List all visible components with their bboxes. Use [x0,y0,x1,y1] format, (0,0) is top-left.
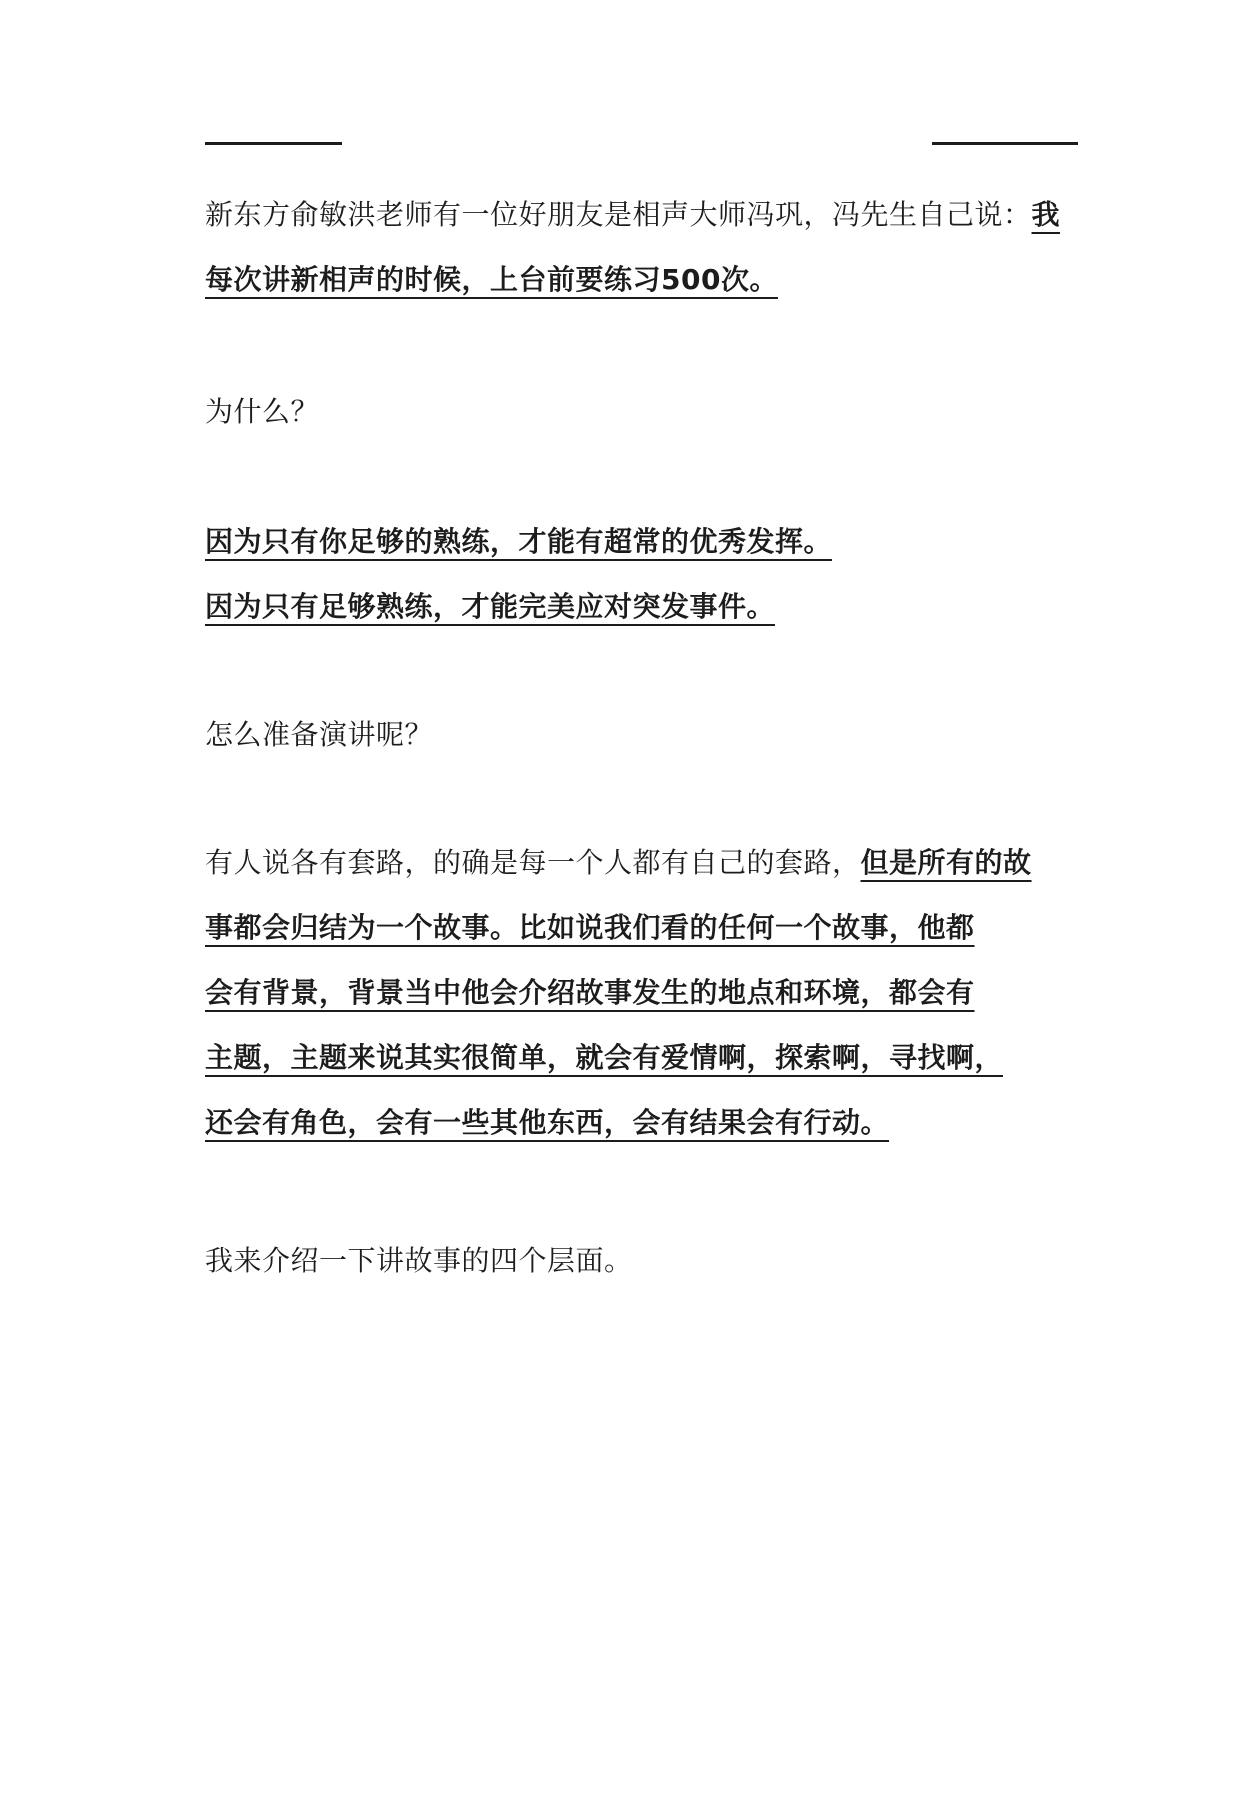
reason-2-text: 因为只有足够熟练，才能完美应对突发事件。 [205,590,776,623]
intro-line-1-plain: 新东方俞敏洪老师有一位好朋友是相声大师冯巩，冯先生自己说： [205,198,1032,231]
reason-1-text: 因为只有你足够的熟练，才能有超常的优秀发挥。 [205,525,833,558]
intro-line-2 [205,247,1085,312]
closing-text: 我来介绍一下讲故事的四个层面。 [205,1244,633,1277]
how-question-text: 怎么准备演讲呢？ [205,718,434,751]
why-question-text: 为什么？ [205,395,320,428]
header-rule-right [932,142,1078,145]
reasons-paragraph [205,509,1085,639]
story-line-5 [205,1090,1085,1155]
why-question [205,379,1085,444]
story-line-3-emphasis: 会有背景，背景当中他会介绍故事发生的地点和环境，都会有 [205,976,975,1009]
intro-line-1 [205,182,1085,247]
story-line-1-emphasis: 但是所有的故 [860,846,1032,879]
reason-line-1 [205,509,1085,574]
story-line-2-emphasis: 事都会归结为一个故事。比如说我们看的任何一个故事，他都 [205,911,975,944]
reason-line-2 [205,574,1085,639]
story-line-1-plain: 有人说各有套路，的确是每一个人都有自己的套路， [205,846,861,879]
story-paragraph [205,830,1085,1155]
header-rule-left [205,142,342,145]
how-question [205,702,1085,767]
closing-paragraph [205,1228,1085,1293]
story-line-3 [205,960,1085,1025]
intro-paragraph [205,182,1085,312]
story-line-2 [205,895,1085,960]
story-line-5-emphasis: 还会有角色，会有一些其他东西，会有结果会有行动。 [205,1106,890,1139]
intro-line-2-emphasis: 每次讲新相声的时候，上台前要练习500次。 [205,263,778,296]
intro-line-1-emphasis: 我 [1031,198,1061,231]
story-line-1 [205,830,1085,895]
story-line-4-emphasis: 主题，主题来说其实很简单，就会有爱情啊，探索啊，寻找啊， [205,1041,1004,1074]
story-line-4 [205,1025,1085,1090]
